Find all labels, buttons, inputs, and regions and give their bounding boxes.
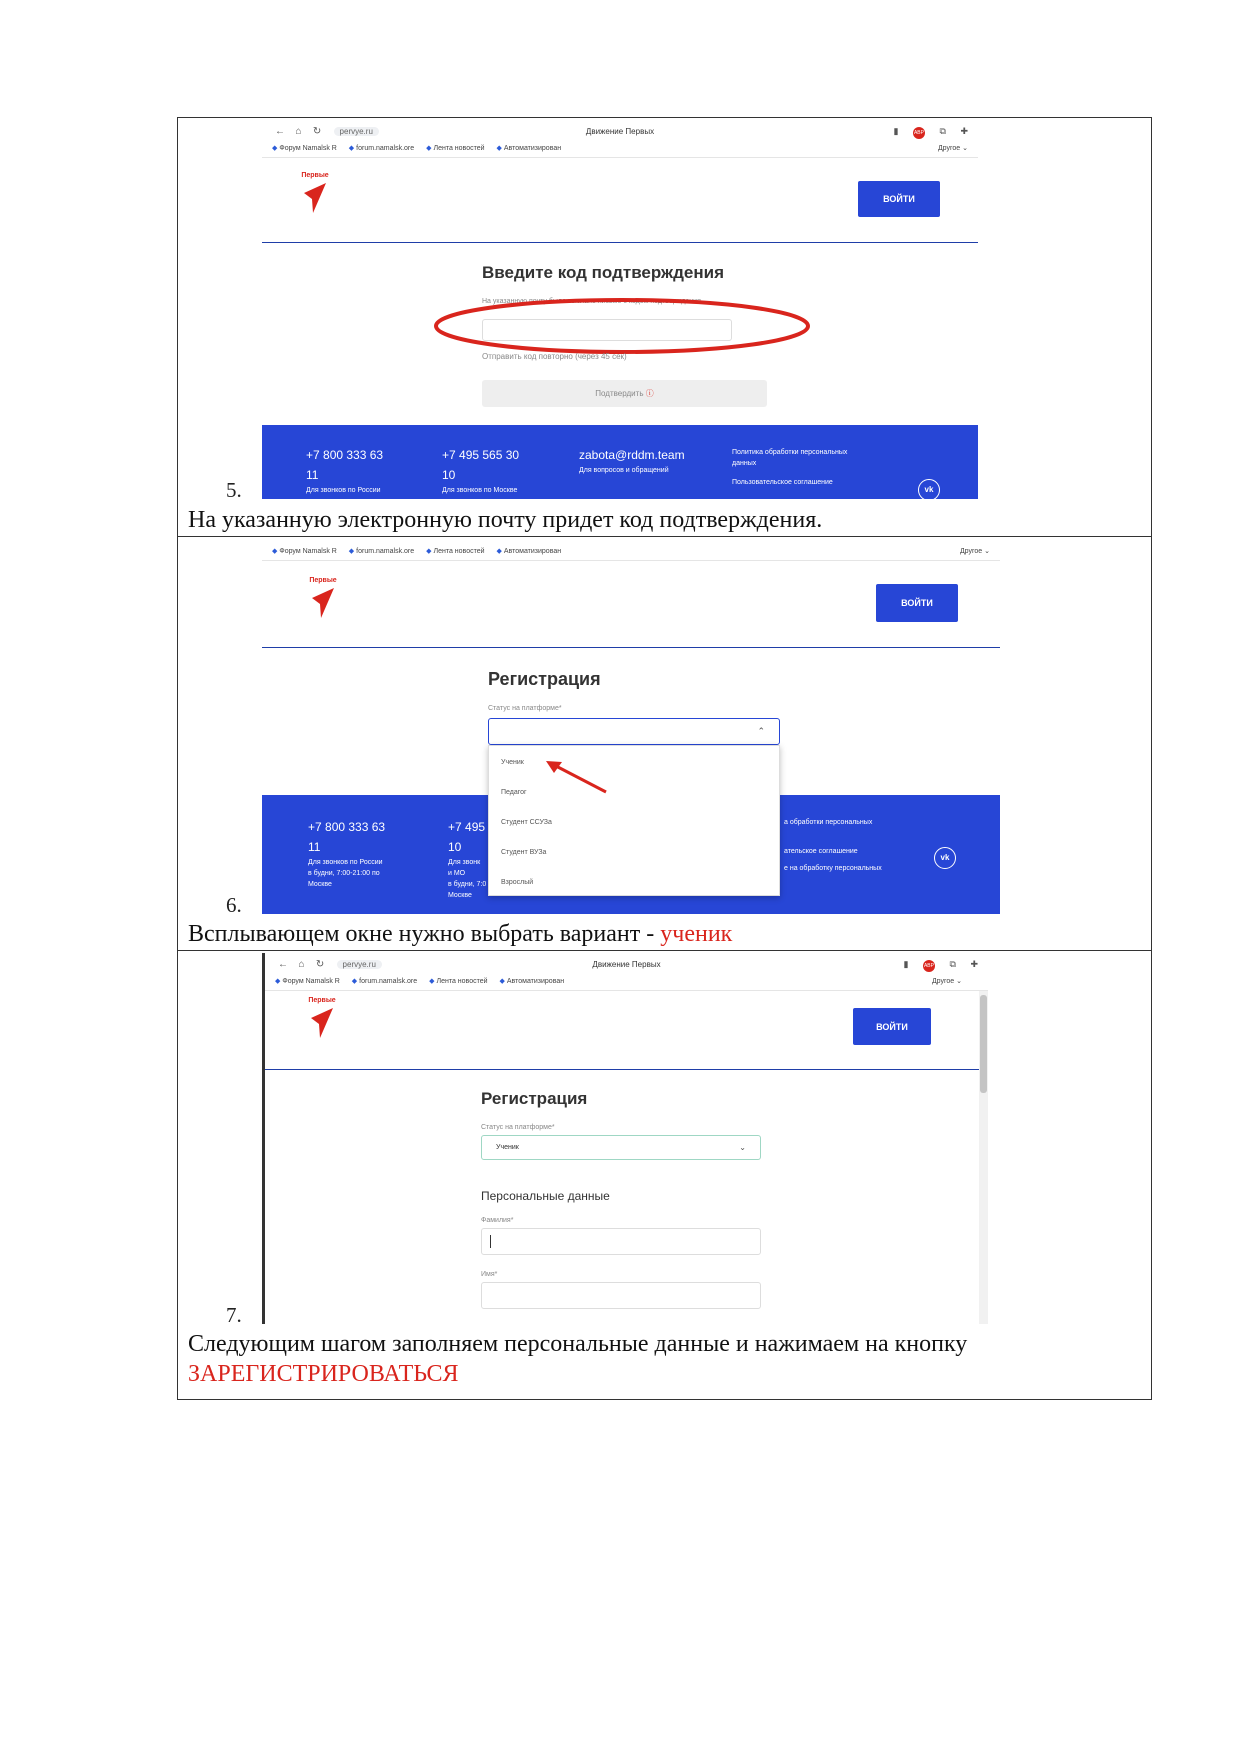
reload-icon[interactable]: ↻ (312, 126, 322, 137)
caption-step6: Всплывающем окне нужно выбрать вариант - ученик (188, 921, 733, 947)
option-adult[interactable]: Взрослый (501, 879, 534, 886)
scrollbar[interactable] (979, 991, 988, 1324)
browser-bar (265, 953, 988, 991)
name-label: Имя* (481, 1271, 498, 1278)
tab-title: Движение Первых (585, 127, 655, 136)
bookmark-item[interactable]: ◆ Автоматизирован (496, 145, 562, 152)
bookmark-item[interactable]: ◆ Форум Namalsk R (272, 548, 337, 555)
name-input[interactable] (481, 1282, 761, 1309)
surname-input[interactable] (481, 1228, 761, 1255)
reload-icon[interactable]: ↻ (315, 959, 325, 970)
footer-phone-1-note: Для звонков по России (308, 859, 383, 866)
bookmark-item[interactable]: ◆ Форум Namalsk R (275, 978, 340, 985)
browser-bar (262, 537, 1000, 561)
footer-agreement-link[interactable]: ательское соглашение (784, 848, 858, 855)
footer-phone-1-tail[interactable]: 11 (306, 468, 319, 482)
bookmark-icon[interactable]: ▮ (893, 126, 899, 136)
login-button[interactable]: ВОЙТИ (876, 584, 958, 622)
header-divider (262, 242, 978, 243)
status-label: Статус на платформе* (481, 1124, 555, 1131)
footer-phone-2[interactable]: +7 495 (448, 820, 486, 834)
browser-bar (262, 120, 978, 158)
footer-phone-1-city: Москве (308, 881, 332, 888)
bookmarks-other[interactable]: Другое ⌄ (959, 548, 990, 555)
arrow-logo-icon (310, 584, 336, 618)
bookmark-item[interactable]: ◆ Лента новостей (426, 548, 485, 555)
footer-policy-link[interactable]: Политика обработки персональных данных (732, 449, 848, 467)
footer-phone-2-mo: и МО (448, 870, 466, 877)
pointer-arrow (542, 757, 612, 797)
caption-step5: На указанную электронную почту придет код подтверждения. (188, 507, 823, 533)
footer-email-note: Для вопросов и обращений (579, 467, 669, 474)
footer-phone-2-city: Москве (448, 892, 472, 899)
login-button[interactable]: ВОЙТИ (853, 1008, 931, 1045)
back-icon[interactable]: ← (275, 126, 285, 137)
screenshot-step6 (262, 537, 1000, 914)
address-bar[interactable]: pervye.ru (334, 127, 379, 136)
warning-icon: ⓘ (645, 389, 654, 398)
site-footer (262, 425, 978, 499)
vk-icon[interactable]: vk (918, 479, 940, 499)
screenshot-step5 (262, 120, 978, 499)
option-teacher[interactable]: Педагог (501, 789, 527, 796)
page-title: Регистрация (481, 1089, 588, 1108)
text-cursor (490, 1235, 491, 1248)
footer-phone-1-tail[interactable]: 11 (308, 840, 321, 854)
step-number-5: 5. (226, 478, 242, 502)
highlight-ellipse (432, 296, 812, 356)
bookmark-item[interactable]: ◆ forum.namalsk.ore (348, 145, 415, 152)
status-label: Статус на платформе* (488, 705, 562, 712)
puzzle-icon[interactable]: ✚ (970, 959, 978, 969)
puzzle-icon[interactable]: ✚ (960, 126, 968, 136)
home-icon[interactable]: ⌂ (295, 126, 302, 137)
scrollbar-thumb[interactable] (980, 995, 987, 1093)
brand-logo[interactable]: Первые (300, 172, 330, 218)
address-bar[interactable]: pervye.ru (337, 960, 382, 969)
footer-agreement-link[interactable]: Пользовательское соглашение (732, 479, 833, 486)
footer-phone-2-note: Для звонков по Москве (442, 487, 518, 494)
confirm-button[interactable]: Подтвердить ⓘ (482, 380, 767, 407)
home-icon[interactable]: ⌂ (298, 959, 305, 970)
footer-phone-2-note: Для звонк (448, 859, 481, 866)
bookmark-item[interactable]: ◆ forum.namalsk.ore (351, 978, 418, 985)
chevron-up-icon: ⌃ (757, 726, 765, 736)
code-hint: На указанную почту было выслано письмо с кодом подтверждения. (482, 298, 703, 305)
chevron-down-icon: ⌄ (739, 1143, 746, 1152)
header-divider (262, 647, 1000, 648)
arrow-logo-icon (309, 1004, 335, 1038)
extension-icon[interactable]: ⧉ (949, 959, 956, 969)
resend-link[interactable]: Отправить код повторно (через 45 сек) (482, 352, 627, 361)
footer-phone-1[interactable]: +7 800 333 63 (308, 820, 386, 834)
status-dropdown (488, 745, 780, 896)
personal-data-heading: Персональные данные (481, 1189, 610, 1203)
footer-phone-2-tail[interactable]: 10 (442, 468, 456, 482)
footer-phone-1-hours: в будни, 7:00-21:00 по (308, 870, 380, 877)
caption-step7: Следующим шагом заполняем персональные данные и нажимаем на кнопку ЗАРЕГИСТРИРОВАТЬСЯ (188, 1331, 968, 1387)
tab-title: Движение Первых (592, 960, 661, 969)
row-divider-2 (177, 950, 1152, 951)
brand-logo[interactable]: Первые (308, 577, 338, 623)
bookmarks-other[interactable]: Другое ⌄ (931, 978, 962, 985)
option-college-student[interactable]: Студент ССУЗа (501, 819, 552, 826)
bookmark-icon[interactable]: ▮ (903, 959, 909, 969)
surname-label: Фамилия* (481, 1217, 514, 1224)
status-select[interactable]: Ученик ⌄ (481, 1135, 761, 1160)
footer-phone-1-note: Для звонков по России (306, 487, 381, 494)
footer-consent-link[interactable]: е на обработку персональных (784, 865, 882, 872)
status-select[interactable] (488, 718, 780, 745)
option-university-student[interactable]: Студент ВУЗа (501, 849, 547, 856)
bookmark-item[interactable]: ◆ Форум Namalsk R (272, 145, 337, 152)
bookmark-item[interactable]: ◆ Автоматизирован (499, 978, 565, 985)
step-number-6: 6. (226, 893, 242, 917)
footer-policy-link[interactable]: а обработки персональных (784, 819, 873, 826)
extension-icon[interactable]: ⧉ (939, 126, 946, 136)
vk-icon[interactable]: vk (934, 847, 956, 869)
bookmark-item[interactable]: ◆ Автоматизирован (496, 548, 562, 555)
footer-phone-2[interactable]: +7 495 565 30 (442, 448, 520, 462)
bookmark-item[interactable]: ◆ forum.namalsk.ore (348, 548, 415, 555)
footer-phone-2-hours: в будни, 7:0 (448, 881, 487, 888)
arrow-logo-icon (302, 179, 328, 213)
screenshot-step7 (262, 953, 988, 1324)
brand-logo[interactable]: Первые (307, 997, 337, 1043)
page-title: Регистрация (488, 669, 601, 689)
back-icon[interactable]: ← (278, 959, 288, 970)
adblock-icon[interactable]: ABP (913, 127, 925, 139)
option-student[interactable]: Ученик (501, 759, 524, 766)
page-title: Введите код подтверждения (482, 263, 724, 282)
footer-phone-1[interactable]: +7 800 333 63 (306, 448, 384, 462)
footer-email[interactable]: zabota@rddm.team (579, 448, 685, 462)
footer-phone-2-tail[interactable]: 10 (448, 840, 462, 854)
bookmark-item[interactable]: ◆ Лента новостей (426, 145, 485, 152)
bookmark-item[interactable]: ◆ Лента новостей (429, 978, 488, 985)
header-divider (265, 1069, 979, 1070)
step-number-7: 7. (226, 1303, 242, 1327)
bookmarks-other[interactable]: Другое ⌄ (937, 145, 968, 152)
adblock-icon[interactable]: ABP (923, 960, 935, 972)
login-button[interactable]: ВОЙТИ (858, 181, 940, 217)
